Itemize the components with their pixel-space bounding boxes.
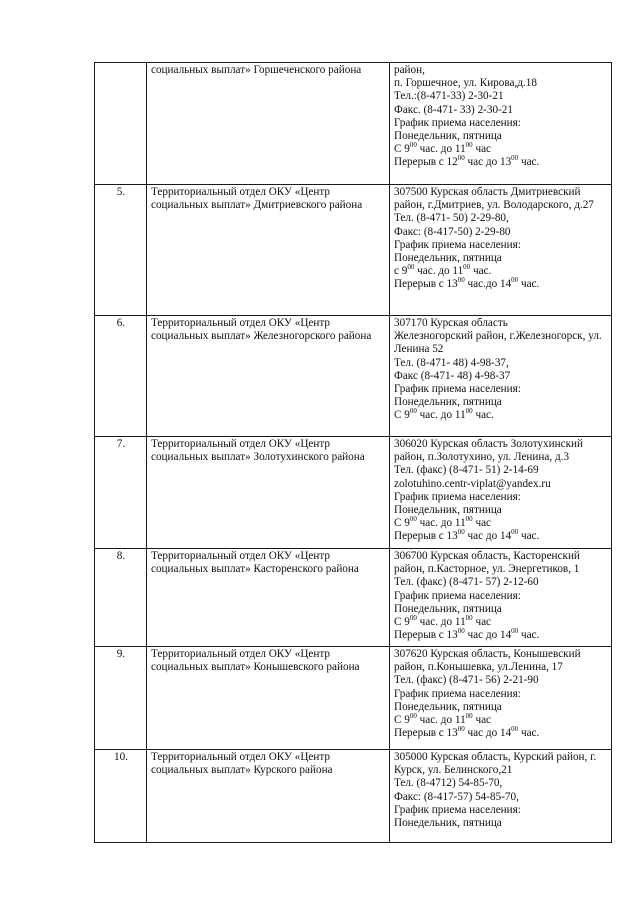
table-row: [95, 185, 612, 316]
time-text: час.: [518, 278, 540, 291]
time-text: час до 14: [464, 629, 512, 642]
minutes-superscript: 00: [409, 141, 417, 150]
contact-line: Железногорский район, г.Железногорск, ул. Ленина 52: [394, 330, 602, 356]
minutes-superscript: 00: [511, 528, 519, 537]
time-text: час: [472, 714, 492, 727]
row-number: 8.: [95, 549, 147, 647]
office-name: Территориальный отдел ОКУ «Центр социальных выплат» Золотухинского района: [147, 437, 390, 549]
time-text: Перерыв с 13: [394, 629, 458, 642]
reception-hours: [394, 409, 608, 422]
contact-line: График приема населения:: [394, 490, 521, 503]
break-hours: [394, 278, 608, 291]
time-text: час.: [518, 156, 540, 169]
minutes-superscript: 00: [409, 515, 417, 524]
table-row: [95, 647, 612, 750]
minutes-superscript: 00: [511, 276, 519, 285]
time-text: час: [472, 616, 492, 629]
time-text: час. до 11: [416, 616, 466, 629]
row-number: 10.: [95, 750, 147, 843]
office-name: Территориальный отдел ОКУ «Центр социальных выплат» Конышевского района: [147, 647, 390, 750]
time-text: Перерыв с 12: [394, 156, 458, 169]
contact-line: Понедельник, пятница: [394, 252, 502, 265]
time-text: с 9: [394, 265, 408, 278]
office-contacts: [390, 185, 612, 316]
contact-line: Тел. (факс) (8-471- 56) 2-21-90: [394, 674, 539, 687]
minutes-superscript: 00: [409, 407, 417, 416]
minutes-superscript: 00: [407, 263, 415, 272]
time-text: час.: [470, 265, 492, 278]
contact-line: Понедельник, пятница: [394, 130, 502, 143]
contact-line: График приема населения:: [394, 383, 521, 396]
office-contacts: [390, 316, 612, 437]
time-text: С 9: [394, 517, 410, 530]
row-number: 7.: [95, 437, 147, 549]
minutes-superscript: 00: [511, 627, 519, 636]
row-number: 9.: [95, 647, 147, 750]
time-text: час.: [518, 530, 540, 543]
contact-line: Тел. (факс) (8-471- 51) 2-14-69: [394, 464, 539, 477]
row-number: 5.: [95, 185, 147, 316]
time-text: час до 14: [464, 727, 512, 740]
contact-line: Тел. (8-4712) 54-85-70,: [394, 777, 503, 790]
time-text: Перерыв с 13: [394, 530, 458, 543]
offices-table: [94, 62, 612, 843]
time-text: час: [472, 517, 492, 530]
contact-line: п. Горшечное, ул. Кирова,д.18: [394, 77, 537, 90]
contact-line: График приема населения:: [394, 238, 521, 251]
time-text: час: [472, 143, 492, 156]
contact-line: Понедельник, пятница: [394, 817, 502, 830]
office-name: социальных выплат» Горшеченского района: [147, 63, 390, 185]
minutes-superscript: 00: [457, 276, 465, 285]
contact-line: 306700 Курская область, Касторенский район, п.Касторное, ул. Энергетиков, 1: [394, 550, 580, 576]
time-text: час.: [518, 629, 540, 642]
contact-line: Понедельник, пятница: [394, 602, 502, 615]
time-text: С 9: [394, 714, 410, 727]
time-text: С 9: [394, 616, 410, 629]
row-number: [95, 63, 147, 185]
contact-line: Понедельник, пятница: [394, 700, 502, 713]
time-text: час. до 11: [416, 409, 466, 422]
minutes-superscript: 00: [511, 725, 519, 734]
time-text: час до 13: [464, 156, 512, 169]
contact-line: График приема населения:: [394, 116, 521, 129]
reception-hours: [394, 265, 608, 278]
contact-line: Тел. (8-471- 50) 2-29-80,: [394, 212, 509, 225]
minutes-superscript: 00: [465, 515, 473, 524]
minutes-superscript: 00: [465, 407, 473, 416]
contact-line: Факс: (8-417-50) 2-29-80: [394, 225, 511, 238]
office-contacts: [390, 647, 612, 750]
contact-line: Понедельник, пятница: [394, 504, 502, 517]
row-number: 6.: [95, 316, 147, 437]
contact-line: 307620 Курская область, Конышевский район, п.Конышевка, ул.Ленина, 17: [394, 648, 581, 674]
break-hours: [394, 156, 608, 169]
contact-line: График приема населения:: [394, 803, 521, 816]
minutes-superscript: 00: [457, 627, 465, 636]
reception-hours: [394, 143, 608, 156]
office-contacts: [390, 750, 612, 843]
time-text: С 9: [394, 143, 410, 156]
contact-line: Тел. (8-471- 48) 4-98-37,: [394, 356, 509, 369]
contact-line: 305000 Курская область, Курский район, г. Курск, ул. Белинского,21: [394, 751, 597, 777]
office-contacts: [390, 437, 612, 549]
contact-line: Понедельник, пятница: [394, 396, 502, 409]
break-hours: [394, 727, 608, 740]
reception-hours: [394, 616, 608, 629]
table-row: [95, 750, 612, 843]
minutes-superscript: 00: [409, 614, 417, 623]
office-contacts: [390, 549, 612, 647]
minutes-superscript: 00: [457, 154, 465, 163]
contact-line: Факс: (8-417-57) 54-85-70,: [394, 790, 519, 803]
contact-line: Тел.:(8-471-33) 2-30-21: [394, 90, 504, 103]
office-name: Территориальный отдел ОКУ «Центр социальных выплат» Касторенского района: [147, 549, 390, 647]
contact-line: График приема населения:: [394, 589, 521, 602]
break-hours: [394, 629, 608, 642]
office-name: Территориальный отдел ОКУ «Центр социальных выплат» Железногорского района: [147, 316, 390, 437]
time-text: Перерыв с 13: [394, 278, 458, 291]
time-text: час. до 11: [416, 143, 466, 156]
office-name: Территориальный отдел ОКУ «Центр социальных выплат» Дмитриевского района: [147, 185, 390, 316]
table-row: [95, 437, 612, 549]
contact-line: район,: [394, 64, 425, 76]
table-row: [95, 63, 612, 185]
time-text: час. до 11: [414, 265, 464, 278]
minutes-superscript: 00: [465, 141, 473, 150]
time-text: Перерыв с 13: [394, 727, 458, 740]
break-hours: [394, 530, 608, 543]
contact-line: 307170 Курская область: [394, 317, 508, 329]
minutes-superscript: 00: [465, 712, 473, 721]
reception-hours: [394, 714, 608, 727]
contact-line: Факс (8-471- 48) 4-98-37: [394, 369, 511, 382]
time-text: С 9: [394, 409, 410, 422]
time-text: час до 14: [464, 530, 512, 543]
contact-line: 306020 Курская область Золотухинский район, п.Золотухино, ул. Ленина, д.3: [394, 438, 583, 464]
office-contacts: [390, 63, 612, 185]
minutes-superscript: 00: [409, 712, 417, 721]
time-text: час. до 11: [416, 517, 466, 530]
time-text: час.до 14: [464, 278, 512, 291]
time-text: час.: [518, 727, 540, 740]
contact-line: Факс. (8-471- 33) 2-30-21: [394, 103, 513, 116]
contact-line: Тел. (факс) (8-471- 57) 2-12-60: [394, 576, 539, 589]
reception-hours: [394, 517, 608, 530]
minutes-superscript: 00: [511, 154, 519, 163]
time-text: час. до 11: [416, 714, 466, 727]
minutes-superscript: 00: [465, 614, 473, 623]
contact-line: 307500 Курская область Дмитриевский район, г.Дмитриев, ул. Володарского, д.27: [394, 186, 594, 212]
minutes-superscript: 00: [457, 725, 465, 734]
minutes-superscript: 00: [463, 263, 471, 272]
time-text: час.: [472, 409, 494, 422]
table-row: [95, 549, 612, 647]
minutes-superscript: 00: [457, 528, 465, 537]
table-row: [95, 316, 612, 437]
contact-line: zolotuhino.centr-viplat@yandex.ru: [394, 477, 551, 490]
contact-line: График приема населения:: [394, 687, 521, 700]
office-name: Территориальный отдел ОКУ «Центр социальных выплат» Курского района: [147, 750, 390, 843]
